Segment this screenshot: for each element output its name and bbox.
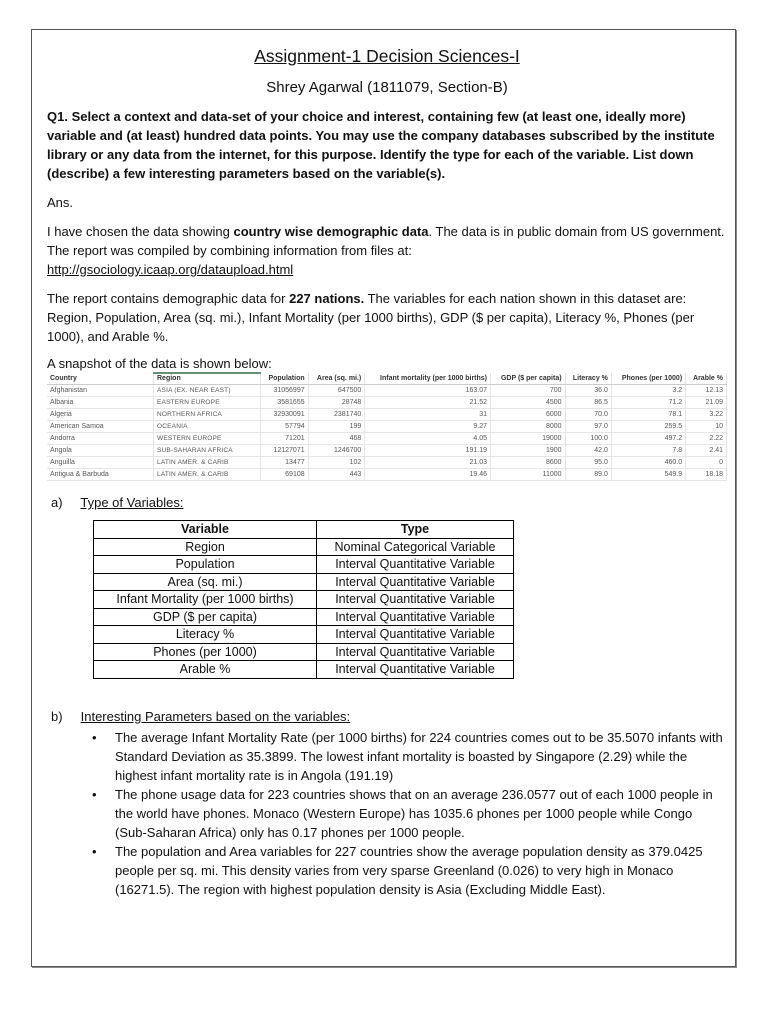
snapshot-row	[47, 385, 727, 397]
snapshot-row	[47, 445, 727, 457]
cell-literacy: 97.0	[565, 421, 611, 433]
cell-area: 28748	[308, 397, 365, 409]
variable-type: Interval Quantitative Variable	[317, 556, 514, 574]
variable-row	[94, 661, 514, 679]
variable-row	[94, 608, 514, 626]
author-line: Shrey Agarwal (1811079, Section-B)	[266, 79, 508, 96]
document-title: Assignment-1 Decision Sciences-I	[254, 46, 520, 66]
variable-name: Area (sq. mi.)	[94, 573, 317, 591]
report-pre: The report contains demographic data for	[47, 291, 290, 306]
cell-population: 13477	[261, 457, 309, 469]
cell-arable: 10	[686, 421, 727, 433]
intro-bold: country wise demographic data	[233, 224, 429, 239]
cell-infant-mortality: 4.05	[365, 433, 491, 445]
parameter-bullet: • The phone usage data for 223 countries shows that on an average 236.0577 out of each 1000 people in the world have phones. Monaco (Western Europe) has 1035.6 phones per 1000 people while Congo (Sub-Saharan Africa) only has 0.17 phones per 1000 people.	[115, 785, 727, 842]
cell-infant-mortality: 191.19	[365, 445, 491, 457]
variable-table-header	[94, 521, 514, 539]
cell-region: EASTERN EUROPE	[154, 397, 261, 409]
cell-area: 2381740	[308, 409, 365, 421]
cell-gdp: 1900	[491, 445, 566, 457]
cell-arable: 0	[686, 457, 727, 469]
cell-infant-mortality: 31	[365, 409, 491, 421]
source-link[interactable]: http://gsociology.icaap.org/dataupload.html	[47, 262, 294, 277]
cell-gdp: 19000	[491, 433, 566, 445]
variable-row	[94, 626, 514, 644]
cell-population: 31056997	[261, 385, 309, 397]
variable-row	[94, 573, 514, 591]
cell-population: 71201	[261, 433, 309, 445]
report-paragraph	[47, 289, 727, 346]
cell-area: 199	[308, 421, 365, 433]
header-variable: Variable	[94, 521, 317, 539]
cell-population: 57794	[261, 421, 309, 433]
cell-country: Andorra	[47, 433, 154, 445]
cell-area: 647500	[308, 385, 365, 397]
cell-country: American Samoa	[47, 421, 154, 433]
col-phones: Phones (per 1000)	[611, 373, 685, 385]
cell-infant-mortality: 9.27	[365, 421, 491, 433]
variable-types-table	[93, 520, 514, 679]
cell-region: LATIN AMER. & CARIB	[154, 457, 261, 469]
cell-area: 443	[308, 469, 365, 481]
section-b-heading	[47, 707, 727, 726]
cell-region: ASIA (EX. NEAR EAST)	[154, 385, 261, 397]
variable-name: Arable %	[94, 661, 317, 679]
parameter-bullet: • The average Infant Mortality Rate (per 1000 births) for 224 countries comes out to be 35.5070 infants with Standard Deviation as 35.3899. The lowest infant mortality is boasted by Singapore (2.29) while the highest infant mortality rate is in Angola (191.19)	[115, 728, 727, 785]
variable-type: Nominal Categorical Variable	[317, 538, 514, 556]
cell-literacy: 95.0	[565, 457, 611, 469]
cell-arable: 18.18	[686, 469, 727, 481]
report-bold: 227 nations.	[289, 291, 365, 306]
section-b-title: Interesting Parameters based on the variables:	[80, 708, 351, 724]
snapshot-row	[47, 409, 727, 421]
intro-paragraph	[47, 222, 727, 279]
cell-arable: 12.13	[686, 385, 727, 397]
parameter-bullet: • The population and Area variables for 227 countries show the average population density as 379.0425 people per sq. mi. This density varies from very sparse Greenland (0.026) to very high in Monaco (16271.5). The region with highest population density is Asia (Excluding Middle East).	[115, 842, 727, 899]
variable-row	[94, 643, 514, 661]
cell-region: SUB-SAHARAN AFRICA	[154, 445, 261, 457]
variable-name: Region	[94, 538, 317, 556]
cell-literacy: 86.5	[565, 397, 611, 409]
cell-country: Algeria	[47, 409, 154, 421]
cell-gdp: 6000	[491, 409, 566, 421]
cell-region: NORTHERN AFRICA	[154, 409, 261, 421]
cell-phones: 7.8	[611, 445, 685, 457]
parameters-list	[47, 728, 727, 899]
cell-population: 12127071	[261, 445, 309, 457]
variable-type: Interval Quantitative Variable	[317, 608, 514, 626]
variable-name: Phones (per 1000)	[94, 643, 317, 661]
cell-arable: 3.22	[686, 409, 727, 421]
section-b-label: b)	[51, 708, 63, 724]
cell-arable: 2.41	[686, 445, 727, 457]
cell-phones: 3.2	[611, 385, 685, 397]
report-post: The variables for each nation shown in this dataset are: Region, Population, Area (sq. mi.), Infant Mortality (per 1000 births), GDP ($ per capita), Literacy %, Phones (per 1000), and Arable %.	[47, 291, 695, 344]
cell-region: LATIN AMER. & CARIB	[154, 469, 261, 481]
cell-area: 102	[308, 457, 365, 469]
snapshot-row	[47, 397, 727, 409]
cell-gdp: 700	[491, 385, 566, 397]
cell-region: OCEANIA	[154, 421, 261, 433]
snapshot-row	[47, 433, 727, 445]
snapshot-table	[47, 372, 727, 481]
cell-literacy: 89.0	[565, 469, 611, 481]
variable-type: Interval Quantitative Variable	[317, 626, 514, 644]
cell-literacy: 70.0	[565, 409, 611, 421]
variable-type: Interval Quantitative Variable	[317, 643, 514, 661]
col-infant-mortality: Infant mortality (per 1000 births)	[365, 373, 491, 385]
cell-phones: 497.2	[611, 433, 685, 445]
cell-literacy: 42.0	[565, 445, 611, 457]
snapshot-header-row	[47, 373, 727, 385]
variable-row	[94, 591, 514, 609]
cell-literacy: 100.0	[565, 433, 611, 445]
cell-country: Albania	[47, 397, 154, 409]
intro-pre: I have chosen the data showing	[47, 224, 234, 239]
variable-row	[94, 556, 514, 574]
variable-name: GDP ($ per capita)	[94, 608, 317, 626]
col-country: Country	[47, 373, 154, 385]
cell-gdp: 8600	[491, 457, 566, 469]
cell-infant-mortality: 21.03	[365, 457, 491, 469]
cell-infant-mortality: 21.52	[365, 397, 491, 409]
cell-country: Anguilla	[47, 457, 154, 469]
cell-gdp: 8000	[491, 421, 566, 433]
cell-population: 3581655	[261, 397, 309, 409]
variable-name: Literacy %	[94, 626, 317, 644]
document-body	[47, 44, 727, 899]
variable-type: Interval Quantitative Variable	[317, 591, 514, 609]
section-a-title: Type of Variables:	[80, 495, 184, 510]
cell-area: 1246700	[308, 445, 365, 457]
cell-country: Afghanistan	[47, 385, 154, 397]
snapshot-label: A snapshot of the data is shown below:	[47, 356, 272, 371]
cell-phones: 259.5	[611, 421, 685, 433]
cell-infant-mortality: 19.46	[365, 469, 491, 481]
question-text: Q1. Select a context and data-set of your choice and interest, containing few (at least one, ideally more) variable and (at least) hundred data points. You may use the company databases subscribed by the institute library or any data from the internet, for this purpose. Identify the type for each of the variable. List down (describe) a few interesting parameters based on the variable(s).	[47, 109, 715, 181]
col-arable: Arable %	[686, 373, 727, 385]
cell-area: 468	[308, 433, 365, 445]
cell-phones: 71.2	[611, 397, 685, 409]
cell-country: Antigua & Barbuda	[47, 469, 154, 481]
cell-infant-mortality: 163.07	[365, 385, 491, 397]
answer-label: Ans.	[47, 195, 74, 210]
cell-gdp: 11000	[491, 469, 566, 481]
col-gdp: GDP ($ per capita)	[491, 373, 566, 385]
variable-row	[94, 538, 514, 556]
cell-country: Angola	[47, 445, 154, 457]
cell-population: 32930091	[261, 409, 309, 421]
variable-name: Population	[94, 556, 317, 574]
col-area: Area (sq. mi.)	[308, 373, 365, 385]
cell-region: WESTERN EUROPE	[154, 433, 261, 445]
variable-type: Interval Quantitative Variable	[317, 661, 514, 679]
col-literacy: Literacy %	[565, 373, 611, 385]
snapshot-row	[47, 421, 727, 433]
cell-gdp: 4500	[491, 397, 566, 409]
intro-post: . The data is in public domain from US government. The report was compiled by combining information from files at:	[47, 224, 725, 258]
cell-phones: 78.1	[611, 409, 685, 421]
cell-arable: 2.22	[686, 433, 727, 445]
col-population: Population	[261, 373, 309, 385]
section-a-heading	[47, 493, 727, 512]
cell-literacy: 36.0	[565, 385, 611, 397]
header-type: Type	[317, 521, 514, 539]
col-region: Region	[154, 373, 261, 385]
section-a-label: a)	[51, 495, 63, 510]
cell-phones: 549.9	[611, 469, 685, 481]
variable-name: Infant Mortality (per 1000 births)	[94, 591, 317, 609]
snapshot-row	[47, 457, 727, 469]
cell-phones: 460.0	[611, 457, 685, 469]
cell-arable: 21.09	[686, 397, 727, 409]
snapshot-row	[47, 469, 727, 481]
variable-type: Interval Quantitative Variable	[317, 573, 514, 591]
cell-population: 69108	[261, 469, 309, 481]
